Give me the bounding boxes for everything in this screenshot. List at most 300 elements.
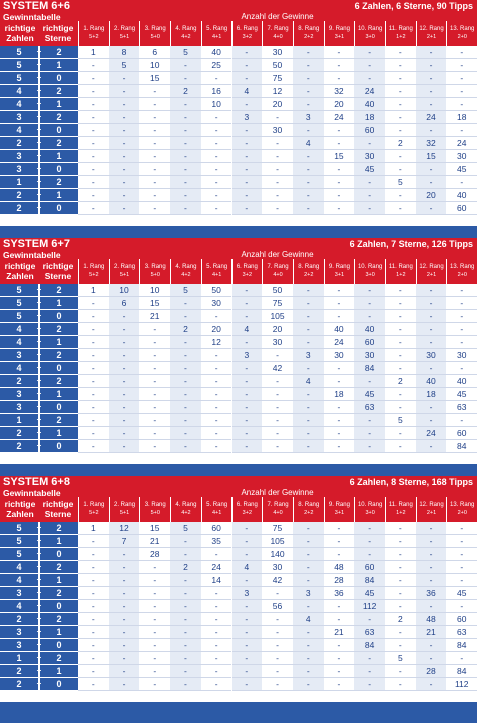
- anzahl-header: Anzahl der Gewinne: [78, 250, 477, 259]
- win-count-cell: -: [170, 124, 201, 137]
- win-count-cell: 12: [201, 336, 232, 349]
- win-count-cell: -: [109, 163, 140, 176]
- win-count-cell: -: [109, 665, 140, 678]
- win-count-cell: 30: [324, 349, 355, 362]
- win-count-cell: -: [78, 202, 109, 215]
- win-count-cell: -: [170, 535, 201, 548]
- richtige-zahlen-cell: 3: [0, 587, 38, 600]
- rank-header: [78, 259, 109, 284]
- win-count-cell: 15: [139, 297, 170, 310]
- win-count-cell: -: [385, 297, 416, 310]
- rank-label: 2. Rang: [114, 502, 136, 508]
- win-count-cell: -: [78, 59, 109, 72]
- title-bar: [0, 0, 477, 12]
- win-count-cell: 2: [170, 323, 201, 336]
- win-count-cell: -: [385, 626, 416, 639]
- system-title: SYSTEM 6+8: [3, 476, 70, 488]
- win-count-cell: -: [139, 336, 170, 349]
- richtige-sterne-cell: 2: [40, 613, 78, 626]
- plus-sign: +: [36, 151, 42, 160]
- win-count-cell: -: [139, 388, 170, 401]
- win-count-cell: 2: [170, 561, 201, 574]
- win-count-cell: -: [324, 163, 355, 176]
- win-count-cell: 18: [354, 111, 385, 124]
- win-count-cell: -: [232, 548, 263, 561]
- header-left: [0, 12, 78, 46]
- win-count-cell: 63: [354, 626, 385, 639]
- richtige-sterne-cell: 2: [40, 349, 78, 362]
- win-count-cell: -: [262, 176, 293, 189]
- rank-combo: 3+1: [334, 510, 345, 516]
- win-count-cell: 63: [446, 401, 477, 414]
- win-count-cell: 21: [416, 626, 447, 639]
- win-count-cell: -: [139, 323, 170, 336]
- win-count-cell: -: [416, 323, 447, 336]
- rank-combo: 3+0: [365, 34, 375, 40]
- win-count-cell: 16: [201, 85, 232, 98]
- win-count-cell: -: [170, 600, 201, 613]
- richtige-sterne-cell: 0: [40, 639, 78, 652]
- win-count-cell: 2: [385, 137, 416, 150]
- win-count-cell: -: [109, 388, 140, 401]
- win-count-cell: 30: [201, 297, 232, 310]
- win-count-cell: -: [139, 427, 170, 440]
- win-count-cell: -: [416, 176, 447, 189]
- win-count-cell: -: [385, 535, 416, 548]
- win-count-cell: 18: [324, 388, 355, 401]
- rank-label: 4. Rang: [175, 502, 197, 508]
- win-count-cell: 24: [324, 336, 355, 349]
- rank-header: [170, 21, 201, 46]
- win-count-cell: -: [416, 548, 447, 561]
- richtige-zahlen-cell: 2: [0, 202, 38, 215]
- win-count-cell: -: [109, 111, 140, 124]
- win-count-cell: -: [139, 362, 170, 375]
- rank-header: [232, 21, 263, 46]
- rank-label: 7. Rang: [267, 264, 289, 270]
- win-count-cell: -: [262, 163, 293, 176]
- rank-header: [416, 259, 447, 284]
- win-count-cell: -: [139, 652, 170, 665]
- win-count-cell: -: [416, 336, 447, 349]
- win-count-cell: -: [232, 626, 263, 639]
- win-count-cell: -: [109, 176, 140, 189]
- win-count-cell: -: [139, 124, 170, 137]
- plus-sign: +: [36, 203, 42, 212]
- win-count-cell: -: [139, 375, 170, 388]
- richtige-zahlen-cell: 4: [0, 362, 38, 375]
- win-count-cell: -: [324, 124, 355, 137]
- win-count-cell: 12: [262, 85, 293, 98]
- plus-sign: +: [36, 523, 42, 532]
- win-count-cell: -: [232, 535, 263, 548]
- win-count-cell: -: [293, 284, 324, 297]
- win-count-cell: -: [416, 124, 447, 137]
- richtige-zahlen-cell: 3: [0, 349, 38, 362]
- rank-label: 11. Rang: [388, 264, 413, 270]
- win-count-cell: -: [109, 202, 140, 215]
- rank-combo: 2+2: [304, 272, 314, 278]
- richtige-sterne-cell: 2: [40, 137, 78, 150]
- plus-sign: +: [36, 125, 42, 134]
- win-count-cell: 35: [201, 535, 232, 548]
- win-count-cell: -: [232, 427, 263, 440]
- rank-combo: 4+0: [273, 272, 283, 278]
- win-count-cell: -: [446, 59, 477, 72]
- rank-label: 8. Rang: [298, 502, 320, 508]
- win-count-cell: -: [385, 202, 416, 215]
- win-count-cell: 3: [232, 349, 263, 362]
- win-count-cell: -: [232, 639, 263, 652]
- win-count-cell: -: [324, 137, 355, 150]
- win-count-cell: 75: [262, 522, 293, 535]
- richtige-sterne-cell: 2: [40, 652, 78, 665]
- rank-combo: 4+1: [211, 34, 222, 40]
- win-count-cell: 24: [324, 111, 355, 124]
- win-count-cell: -: [324, 678, 355, 691]
- win-count-cell: -: [78, 440, 109, 453]
- win-count-cell: 5: [385, 652, 416, 665]
- rank-header: [293, 497, 324, 522]
- win-count-cell: -: [78, 362, 109, 375]
- win-count-cell: -: [354, 284, 385, 297]
- plus-sign: +: [36, 376, 42, 385]
- win-count-cell: -: [109, 310, 140, 323]
- win-count-cell: -: [170, 414, 201, 427]
- win-count-cell: -: [446, 297, 477, 310]
- rank-label: 3. Rang: [144, 26, 166, 32]
- plus-sign: +: [36, 285, 42, 294]
- win-count-cell: -: [232, 46, 263, 59]
- richtige-sterne-cell: 0: [40, 548, 78, 561]
- win-count-cell: -: [293, 388, 324, 401]
- win-count-cell: -: [293, 59, 324, 72]
- win-count-cell: 40: [446, 375, 477, 388]
- win-count-cell: -: [170, 59, 201, 72]
- win-count-cell: -: [324, 440, 355, 453]
- win-count-cell: -: [170, 362, 201, 375]
- win-count-cell: -: [139, 189, 170, 202]
- plus-sign: +: [36, 679, 42, 688]
- title-bar: [0, 476, 477, 488]
- win-count-cell: -: [109, 336, 140, 349]
- rank-header: [262, 21, 293, 46]
- system-title: SYSTEM 6+6: [3, 0, 70, 12]
- win-count-cell: 60: [354, 561, 385, 574]
- win-count-cell: -: [324, 522, 355, 535]
- win-count-cell: -: [293, 46, 324, 59]
- win-count-cell: -: [78, 613, 109, 626]
- win-count-cell: -: [201, 189, 232, 202]
- win-count-cell: -: [170, 72, 201, 85]
- win-count-cell: 21: [139, 535, 170, 548]
- rank-combo: 3+2: [242, 272, 253, 278]
- richtige-sterne-cell: 2: [40, 414, 78, 427]
- win-count-cell: -: [139, 98, 170, 111]
- win-count-cell: -: [109, 574, 140, 587]
- win-count-cell: -: [232, 574, 263, 587]
- win-count-cell: -: [109, 652, 140, 665]
- win-count-cell: 3: [293, 587, 324, 600]
- header-left: [0, 250, 78, 284]
- win-count-cell: -: [262, 401, 293, 414]
- rank-combo: 2+2: [304, 510, 314, 516]
- richtige-sterne-cell: 1: [40, 665, 78, 678]
- win-count-cell: -: [262, 375, 293, 388]
- win-count-cell: 5: [170, 284, 201, 297]
- win-count-cell: -: [446, 284, 477, 297]
- rank-combo: 2+0: [457, 34, 467, 40]
- rank-label: 1. Rang: [83, 264, 105, 270]
- system-info: 6 Zahlen, 7 Sterne, 126 Tipps: [349, 239, 473, 249]
- win-count-cell: -: [109, 414, 140, 427]
- win-count-cell: -: [201, 310, 232, 323]
- win-count-cell: -: [385, 440, 416, 453]
- richtige-sterne-cell: 0: [40, 362, 78, 375]
- win-count-cell: -: [109, 375, 140, 388]
- win-count-cell: 40: [324, 323, 355, 336]
- win-count-cell: 4: [232, 561, 263, 574]
- win-count-cell: 36: [324, 587, 355, 600]
- win-count-cell: -: [170, 349, 201, 362]
- win-count-cell: 18: [416, 388, 447, 401]
- win-count-cell: 30: [262, 561, 293, 574]
- win-count-cell: -: [416, 652, 447, 665]
- win-count-cell: 10: [201, 98, 232, 111]
- rank-header: [385, 21, 416, 46]
- win-count-cell: 84: [354, 362, 385, 375]
- win-count-cell: -: [262, 678, 293, 691]
- plus-sign: +: [36, 47, 42, 56]
- win-count-cell: -: [232, 310, 263, 323]
- rank-combo: 3+0: [365, 510, 375, 516]
- plus-sign: +: [36, 549, 42, 558]
- win-count-cell: 45: [354, 163, 385, 176]
- win-count-cell: -: [139, 349, 170, 362]
- win-count-cell: -: [201, 349, 232, 362]
- plus-sign: +: [36, 138, 42, 147]
- win-count-cell: 5: [385, 414, 416, 427]
- win-count-cell: -: [416, 639, 447, 652]
- richtige-zahlen-cell: 1: [0, 414, 38, 427]
- win-count-cell: -: [324, 189, 355, 202]
- win-count-cell: -: [385, 85, 416, 98]
- rank-combo: 3+0: [365, 272, 375, 278]
- win-count-cell: -: [293, 548, 324, 561]
- win-count-cell: 4: [293, 613, 324, 626]
- win-count-cell: -: [109, 72, 140, 85]
- win-count-cell: -: [416, 440, 447, 453]
- win-count-cell: -: [232, 388, 263, 401]
- win-count-cell: -: [109, 440, 140, 453]
- win-count-cell: 4: [293, 375, 324, 388]
- win-count-cell: 84: [446, 665, 477, 678]
- win-count-cell: 10: [109, 284, 140, 297]
- richtige-sterne-cell: 0: [40, 72, 78, 85]
- win-count-cell: 3: [232, 111, 263, 124]
- win-count-cell: -: [78, 548, 109, 561]
- win-count-cell: -: [385, 310, 416, 323]
- rank-label: 5. Rang: [206, 26, 228, 32]
- win-count-cell: -: [354, 414, 385, 427]
- richtige-sterne-cell: 2: [40, 587, 78, 600]
- richtige-sterne-cell: 2: [40, 561, 78, 574]
- win-count-cell: -: [109, 362, 140, 375]
- plus-sign: +: [36, 86, 42, 95]
- win-count-cell: -: [324, 548, 355, 561]
- win-count-cell: -: [78, 189, 109, 202]
- rank-header: [446, 21, 477, 46]
- rank-combo: 2+1: [426, 272, 437, 278]
- rank-header: [139, 497, 170, 522]
- rank-header: [201, 497, 232, 522]
- rank-header: [354, 497, 385, 522]
- richtige-zahlen-cell: 4: [0, 561, 38, 574]
- win-count-cell: -: [385, 678, 416, 691]
- rank-combo: 5+1: [119, 34, 130, 40]
- rank-header: [293, 21, 324, 46]
- win-count-cell: -: [293, 362, 324, 375]
- win-count-cell: -: [354, 548, 385, 561]
- win-count-cell: -: [78, 574, 109, 587]
- richtige-sterne-cell: 2: [40, 46, 78, 59]
- rank-header: [201, 259, 232, 284]
- richtige-zahlen-cell: 3: [0, 163, 38, 176]
- richtige-sterne-cell: 1: [40, 336, 78, 349]
- win-count-cell: -: [293, 574, 324, 587]
- win-count-cell: -: [170, 310, 201, 323]
- plus-sign: +: [36, 536, 42, 545]
- win-count-cell: -: [293, 665, 324, 678]
- win-count-cell: -: [262, 150, 293, 163]
- rank-combo: 5+1: [119, 272, 130, 278]
- win-count-cell: -: [354, 59, 385, 72]
- win-count-cell: -: [78, 323, 109, 336]
- win-count-cell: 45: [446, 163, 477, 176]
- win-count-cell: -: [416, 72, 447, 85]
- win-count-cell: -: [324, 427, 355, 440]
- rank-header: [293, 259, 324, 284]
- win-count-cell: 60: [354, 336, 385, 349]
- rank-label: 4. Rang: [175, 264, 197, 270]
- plus-sign: +: [36, 112, 42, 121]
- win-count-cell: -: [139, 639, 170, 652]
- richtige-zahlen-cell: 2: [0, 613, 38, 626]
- rank-label: 2. Rang: [114, 26, 136, 32]
- win-count-cell: -: [416, 297, 447, 310]
- win-count-cell: -: [170, 574, 201, 587]
- win-count-cell: -: [139, 561, 170, 574]
- richtige-zahlen-cell: 2: [0, 427, 38, 440]
- rank-label: 5. Rang: [206, 502, 228, 508]
- win-count-cell: 75: [262, 72, 293, 85]
- win-count-cell: -: [385, 150, 416, 163]
- win-count-cell: -: [139, 111, 170, 124]
- plus-sign: +: [36, 164, 42, 173]
- rank-label: 6. Rang: [236, 502, 258, 508]
- win-count-cell: 30: [354, 150, 385, 163]
- rank-header: [446, 259, 477, 284]
- win-count-cell: -: [201, 111, 232, 124]
- win-count-cell: -: [324, 176, 355, 189]
- richtige-zahlen-cell: 5: [0, 522, 38, 535]
- win-count-cell: -: [170, 626, 201, 639]
- richtige-sterne-cell: 1: [40, 388, 78, 401]
- win-count-cell: -: [201, 375, 232, 388]
- win-count-cell: 24: [354, 85, 385, 98]
- plus-sign: +: [36, 653, 42, 662]
- win-count-cell: -: [109, 137, 140, 150]
- richtige-zahlen-cell: 3: [0, 626, 38, 639]
- win-count-cell: 56: [262, 600, 293, 613]
- win-count-cell: 3: [293, 111, 324, 124]
- richtige-zahlen-cell: 4: [0, 336, 38, 349]
- rank-label: 13. Rang: [450, 502, 475, 508]
- win-count-cell: -: [293, 189, 324, 202]
- col-header-sterne: richtige Sterne: [42, 261, 74, 281]
- win-count-cell: -: [385, 72, 416, 85]
- win-count-cell: -: [232, 665, 263, 678]
- win-count-cell: -: [293, 336, 324, 349]
- col-header-zahlen: richtige Zahlen: [4, 261, 36, 281]
- rank-combo: 1+2: [396, 510, 406, 516]
- rank-label: 11. Rang: [388, 26, 413, 32]
- win-count-cell: -: [324, 665, 355, 678]
- win-count-cell: -: [170, 163, 201, 176]
- win-count-cell: -: [262, 111, 293, 124]
- win-count-cell: -: [78, 401, 109, 414]
- rank-label: 8. Rang: [298, 26, 320, 32]
- richtige-sterne-cell: 0: [40, 310, 78, 323]
- win-count-cell: -: [293, 626, 324, 639]
- win-count-cell: -: [78, 349, 109, 362]
- richtige-zahlen-cell: 2: [0, 189, 38, 202]
- win-count-cell: -: [262, 137, 293, 150]
- richtige-zahlen-cell: 4: [0, 124, 38, 137]
- richtige-sterne-cell: 2: [40, 375, 78, 388]
- win-count-cell: -: [78, 72, 109, 85]
- win-count-cell: -: [293, 150, 324, 163]
- win-count-cell: -: [109, 150, 140, 163]
- rank-label: 12. Rang: [419, 26, 444, 32]
- win-count-cell: -: [416, 284, 447, 297]
- win-count-cell: -: [201, 176, 232, 189]
- title-bar: [0, 238, 477, 250]
- win-count-cell: 105: [262, 310, 293, 323]
- richtige-zahlen-cell: 2: [0, 375, 38, 388]
- win-count-cell: -: [262, 189, 293, 202]
- richtige-sterne-cell: 2: [40, 323, 78, 336]
- win-count-cell: -: [139, 613, 170, 626]
- win-count-cell: -: [201, 137, 232, 150]
- win-count-cell: -: [385, 189, 416, 202]
- rank-label: 8. Rang: [298, 264, 320, 270]
- win-count-cell: -: [201, 414, 232, 427]
- win-count-cell: -: [446, 535, 477, 548]
- win-count-cell: -: [416, 163, 447, 176]
- win-count-cell: -: [324, 362, 355, 375]
- win-count-cell: -: [232, 678, 263, 691]
- win-count-cell: -: [354, 189, 385, 202]
- rank-combo: 3+2: [242, 34, 253, 40]
- richtige-zahlen-cell: 5: [0, 72, 38, 85]
- win-count-cell: -: [139, 665, 170, 678]
- win-count-cell: 2: [385, 375, 416, 388]
- win-count-cell: -: [201, 202, 232, 215]
- win-count-cell: -: [416, 98, 447, 111]
- win-count-cell: -: [324, 72, 355, 85]
- win-count-cell: -: [416, 59, 447, 72]
